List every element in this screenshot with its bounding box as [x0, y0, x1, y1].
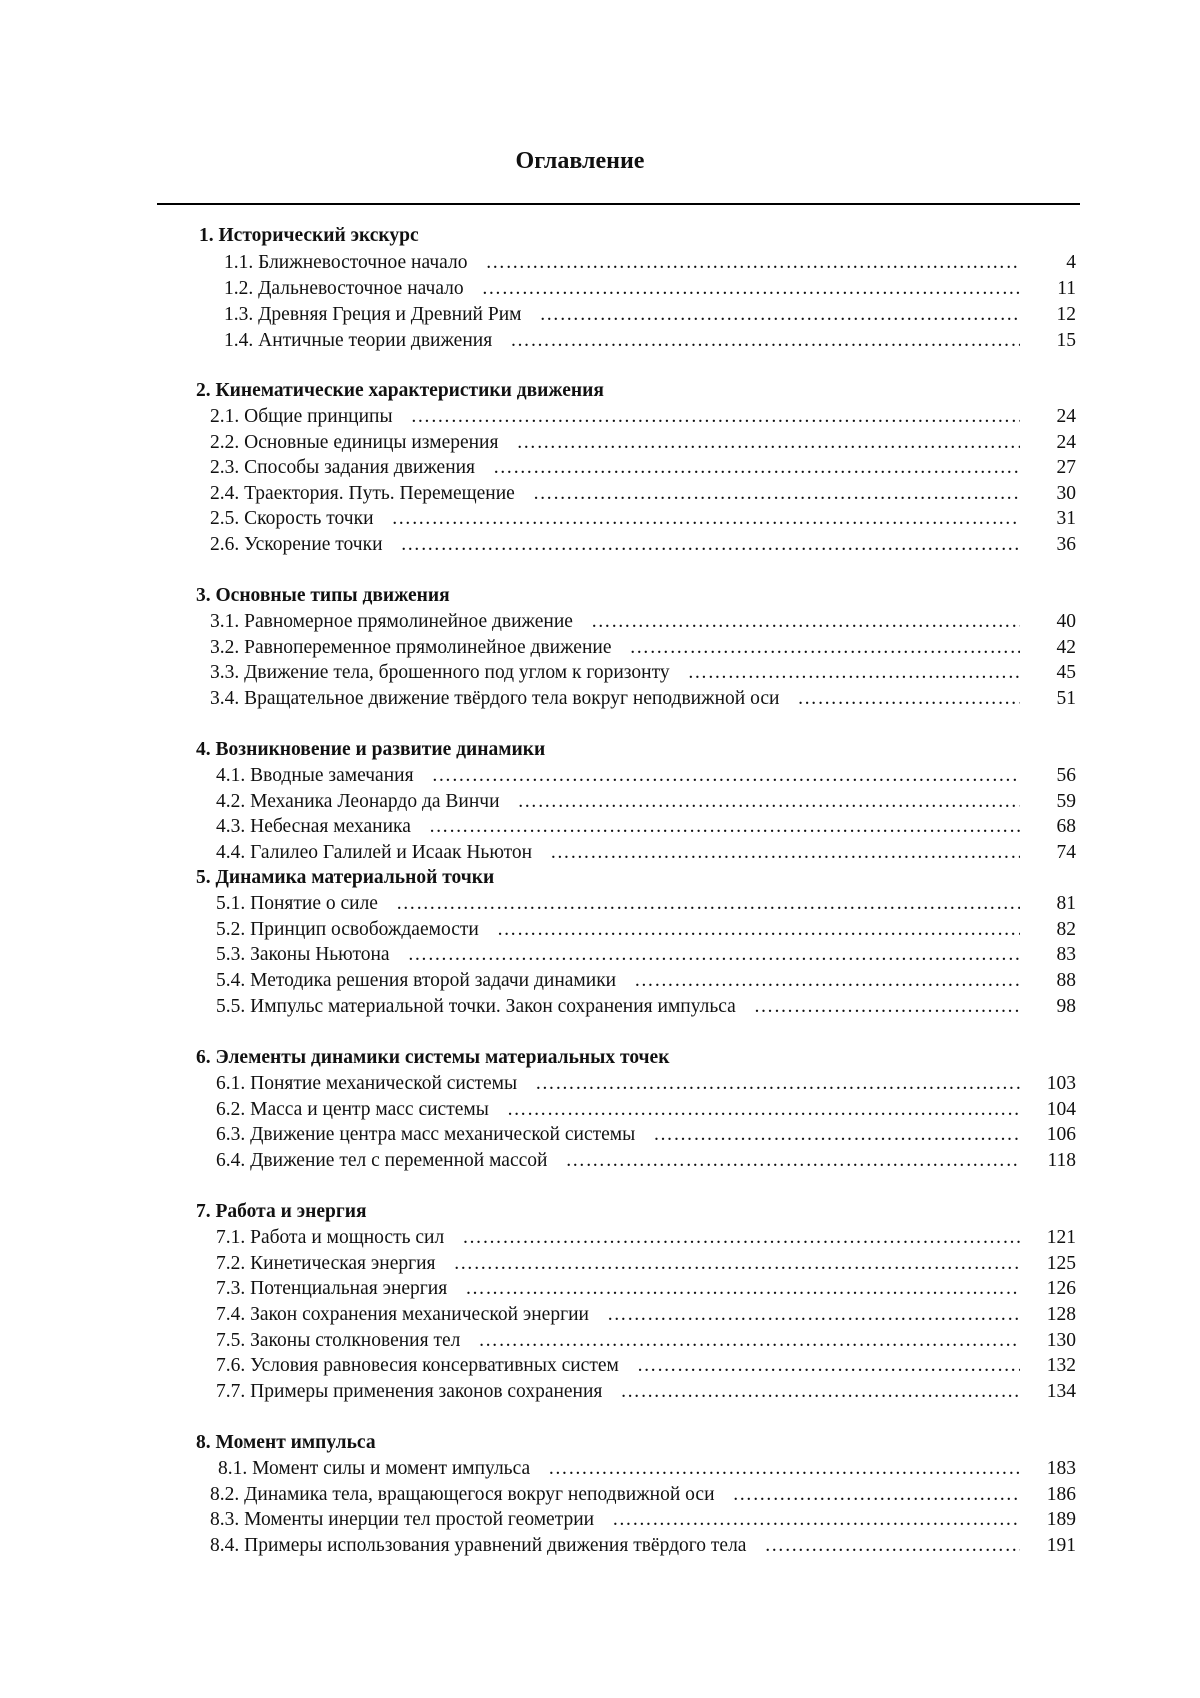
- toc-entry[interactable]: [216, 1098, 1076, 1122]
- dot-leader: [478, 1329, 1020, 1353]
- dot-leader: [429, 815, 1020, 839]
- toc-entry[interactable]: [216, 841, 1076, 865]
- toc-entry-page-number: 12: [1056, 304, 1076, 325]
- dot-leader: [533, 482, 1020, 506]
- toc-entry[interactable]: [216, 1072, 1076, 1096]
- toc-entry[interactable]: [210, 661, 1076, 685]
- dot-leader: [493, 456, 1020, 480]
- toc-entry-page-number: 191: [1046, 1535, 1076, 1556]
- dot-leader: [612, 1508, 1020, 1532]
- toc-entry[interactable]: [216, 969, 1076, 993]
- toc-entry-page-number: 81: [1056, 893, 1076, 914]
- toc-entry[interactable]: [210, 1534, 1076, 1558]
- toc-entry-label: 4.2. Механика Леонардо да Винчи: [216, 791, 500, 812]
- toc-entry-label: 3.4. Вращательное движение твёрдого тела вокруг неподвижной оси: [210, 688, 780, 709]
- toc-entry[interactable]: [224, 277, 1076, 301]
- toc-entry-page-number: 130: [1046, 1330, 1076, 1351]
- toc-entry-page-number: 118: [1047, 1150, 1076, 1171]
- toc-entry[interactable]: [216, 1252, 1076, 1276]
- toc-entry-page-number: 40: [1056, 611, 1076, 632]
- toc-entry-label: 7.6. Условия равновесия консервативных систем: [216, 1355, 619, 1376]
- toc-entry[interactable]: [210, 431, 1076, 455]
- toc-entry-page-number: 186: [1046, 1484, 1076, 1505]
- dot-leader: [396, 892, 1020, 916]
- toc-entry-page-number: 125: [1046, 1253, 1076, 1274]
- toc-entry-page-number: 4: [1066, 252, 1076, 273]
- toc-entry[interactable]: [224, 329, 1076, 353]
- toc-entry-label: 7.4. Закон сохранения механической энергии: [216, 1304, 589, 1325]
- dot-leader: [797, 687, 1020, 711]
- dot-leader: [688, 661, 1020, 685]
- toc-entry[interactable]: [216, 815, 1076, 839]
- toc-entry[interactable]: [210, 1508, 1076, 1532]
- toc-entry-label: 3.1. Равномерное прямолинейное движение: [210, 611, 573, 632]
- toc-entry-page-number: 15: [1056, 330, 1076, 351]
- toc-entry-label: 7.7. Примеры применения законов сохранения: [216, 1381, 603, 1402]
- toc-entry[interactable]: [210, 636, 1076, 660]
- toc-entry[interactable]: [224, 303, 1076, 327]
- dot-leader: [565, 1149, 1020, 1173]
- section-heading: 3. Основные типы движения: [196, 585, 450, 606]
- page-title: Оглавление: [515, 148, 645, 174]
- toc-entry[interactable]: [216, 1277, 1076, 1301]
- title-divider: [157, 203, 1080, 205]
- toc-entry-label: 7.1. Работа и мощность сил: [216, 1227, 445, 1248]
- toc-entry[interactable]: [210, 507, 1076, 531]
- toc-entry-label: 5.4. Методика решения второй задачи динамики: [216, 970, 617, 991]
- toc-entry-page-number: 68: [1056, 816, 1076, 837]
- toc-entry[interactable]: [210, 405, 1076, 429]
- toc-entry[interactable]: [216, 1149, 1076, 1173]
- toc-entry-page-number: 27: [1056, 457, 1076, 478]
- toc-entry-label: 8.3. Моменты инерции тел простой геометрии: [210, 1509, 595, 1530]
- toc-entry[interactable]: [210, 533, 1076, 557]
- toc-entry-label: 7.2. Кинетическая энергия: [216, 1253, 436, 1274]
- toc-entry[interactable]: [216, 892, 1076, 916]
- toc-entry[interactable]: [210, 610, 1076, 634]
- toc-entry[interactable]: [216, 1123, 1076, 1147]
- toc-entry-label: 5.2. Принцип освобождаемости: [216, 919, 479, 940]
- toc-entry-label: 5.1. Понятие о силе: [216, 893, 378, 914]
- dot-leader: [408, 943, 1020, 967]
- dot-leader: [454, 1252, 1020, 1276]
- toc-entry-label: 7.3. Потенциальная энергия: [216, 1278, 448, 1299]
- toc-entry-label: 2.6. Ускорение точки: [210, 534, 383, 555]
- dot-leader: [510, 329, 1020, 353]
- toc-entry-page-number: 42: [1056, 637, 1076, 658]
- toc-entry-page-number: 132: [1046, 1355, 1076, 1376]
- toc-entry-label: 2.2. Основные единицы измерения: [210, 432, 499, 453]
- toc-entry-label: 6.3. Движение центра масс механической системы: [216, 1124, 636, 1145]
- toc-entry-label: 4.3. Небесная механика: [216, 816, 411, 837]
- section-heading: 8. Момент импульса: [196, 1432, 376, 1453]
- toc-entry[interactable]: [216, 1380, 1076, 1404]
- toc-entry-label: 2.5. Скорость точки: [210, 508, 374, 529]
- dot-leader: [518, 790, 1020, 814]
- toc-entry-page-number: 128: [1046, 1304, 1076, 1325]
- toc-entry-page-number: 189: [1046, 1509, 1076, 1530]
- toc-entry-page-number: 121: [1046, 1227, 1076, 1248]
- dot-leader: [754, 995, 1020, 1019]
- dot-leader: [485, 251, 1020, 275]
- toc-entry[interactable]: [216, 764, 1076, 788]
- toc-entry-label: 8.4. Примеры использования уравнений движения твёрдого тела: [210, 1535, 747, 1556]
- toc-entry-label: 6.4. Движение тел с переменной массой: [216, 1150, 548, 1171]
- toc-entry[interactable]: [218, 1457, 1076, 1481]
- toc-entry[interactable]: [216, 790, 1076, 814]
- dot-leader: [637, 1354, 1020, 1378]
- toc-entry[interactable]: [216, 943, 1076, 967]
- toc-entry[interactable]: [210, 687, 1076, 711]
- toc-entry-page-number: 103: [1046, 1073, 1076, 1094]
- toc-entry-label: 3.3. Движение тела, брошенного под углом к горизонту: [210, 662, 670, 683]
- dot-leader: [764, 1534, 1020, 1558]
- section-heading: 1. Исторический экскурс: [199, 225, 419, 246]
- toc-entry-page-number: 59: [1056, 791, 1076, 812]
- dot-leader: [401, 533, 1020, 557]
- dot-leader: [591, 610, 1020, 634]
- toc-entry-page-number: 36: [1056, 534, 1076, 555]
- toc-entry-label: 1.2. Дальневосточное начало: [224, 278, 464, 299]
- dot-leader: [634, 969, 1020, 993]
- toc-entry-label: 1.3. Древняя Греция и Древний Рим: [224, 304, 522, 325]
- toc-entry-label: 6.2. Масса и центр масс системы: [216, 1099, 489, 1120]
- toc-entry-label: 2.3. Способы задания движения: [210, 457, 476, 478]
- toc-entry-label: 7.5. Законы столкновения тел: [216, 1330, 461, 1351]
- dot-leader: [507, 1098, 1020, 1122]
- toc-entry-page-number: 82: [1056, 919, 1076, 940]
- dot-leader: [630, 636, 1021, 660]
- dot-leader: [497, 918, 1020, 942]
- toc-entry[interactable]: [216, 918, 1076, 942]
- toc-entry[interactable]: [216, 1354, 1076, 1378]
- toc-entry[interactable]: [210, 482, 1076, 506]
- toc-entry-label: 2.4. Траектория. Путь. Перемещение: [210, 483, 515, 504]
- toc-entry[interactable]: [216, 995, 1076, 1019]
- dot-leader: [607, 1303, 1020, 1327]
- toc-entry-page-number: 30: [1056, 483, 1076, 504]
- dot-leader: [392, 507, 1020, 531]
- dot-leader: [548, 1457, 1020, 1481]
- toc-entry-page-number: 126: [1046, 1278, 1076, 1299]
- toc-entry-label: 3.2. Равнопеременное прямолинейное движение: [210, 637, 612, 658]
- toc-entry-label: 5.5. Импульс материальной точки. Закон сохранения импульса: [216, 996, 736, 1017]
- dot-leader: [535, 1072, 1020, 1096]
- toc-entry-label: 6.1. Понятие механической системы: [216, 1073, 518, 1094]
- toc-entry-page-number: 134: [1046, 1381, 1076, 1402]
- toc-entry-page-number: 56: [1056, 765, 1076, 786]
- toc-entry-label: 4.4. Галилео Галилей и Исаак Ньютон: [216, 842, 533, 863]
- toc-entry-label: 1.1. Ближневосточное начало: [224, 252, 468, 273]
- toc-entry-page-number: 24: [1056, 406, 1076, 427]
- dot-leader: [482, 277, 1020, 301]
- toc-entry[interactable]: [216, 1329, 1076, 1353]
- toc-entry-page-number: 83: [1056, 944, 1076, 965]
- toc-entry[interactable]: [210, 456, 1076, 480]
- toc-entry[interactable]: [216, 1303, 1076, 1327]
- dot-leader: [733, 1483, 1020, 1507]
- toc-entry-page-number: 51: [1056, 688, 1076, 709]
- toc-entry-page-number: 31: [1056, 508, 1076, 529]
- dot-leader: [550, 841, 1020, 865]
- toc-entry-label: 4.1. Вводные замечания: [216, 765, 414, 786]
- toc-entry[interactable]: [216, 1226, 1076, 1250]
- toc-entry-page-number: 45: [1056, 662, 1076, 683]
- toc-entry-page-number: 106: [1046, 1124, 1076, 1145]
- section-heading: 6. Элементы динамики системы материальных точек: [196, 1047, 670, 1068]
- toc-entry-label: 1.4. Античные теории движения: [224, 330, 493, 351]
- dot-leader: [539, 303, 1020, 327]
- dot-leader: [462, 1226, 1020, 1250]
- section-heading: 4. Возникновение и развитие динамики: [196, 739, 546, 760]
- toc-entry-page-number: 88: [1056, 970, 1076, 991]
- dot-leader: [620, 1380, 1020, 1404]
- section-heading: 2. Кинематические характеристики движения: [196, 380, 604, 401]
- toc-entry-label: 5.3. Законы Ньютона: [216, 944, 390, 965]
- dot-leader: [465, 1277, 1020, 1301]
- dot-leader: [432, 764, 1020, 788]
- toc-entry-label: 2.1. Общие принципы: [210, 406, 393, 427]
- toc-entry-label: 8.1. Момент силы и момент импульса: [218, 1458, 531, 1479]
- toc-entry-page-number: 74: [1056, 842, 1076, 863]
- section-heading: 7. Работа и энергия: [196, 1201, 367, 1222]
- dot-leader: [653, 1123, 1020, 1147]
- toc-entry-page-number: 98: [1056, 996, 1076, 1017]
- toc-entry[interactable]: [224, 251, 1076, 275]
- section-heading: 5. Динамика материальной точки: [196, 867, 495, 888]
- toc-entry-page-number: 11: [1057, 278, 1076, 299]
- toc-entry[interactable]: [210, 1483, 1076, 1507]
- dot-leader: [516, 431, 1020, 455]
- toc-entry-label: 8.2. Динамика тела, вращающегося вокруг неподвижной оси: [210, 1484, 715, 1505]
- toc-entry-page-number: 24: [1056, 432, 1076, 453]
- dot-leader: [411, 405, 1020, 429]
- toc-entry-page-number: 104: [1046, 1099, 1076, 1120]
- toc-entry-page-number: 183: [1046, 1458, 1076, 1479]
